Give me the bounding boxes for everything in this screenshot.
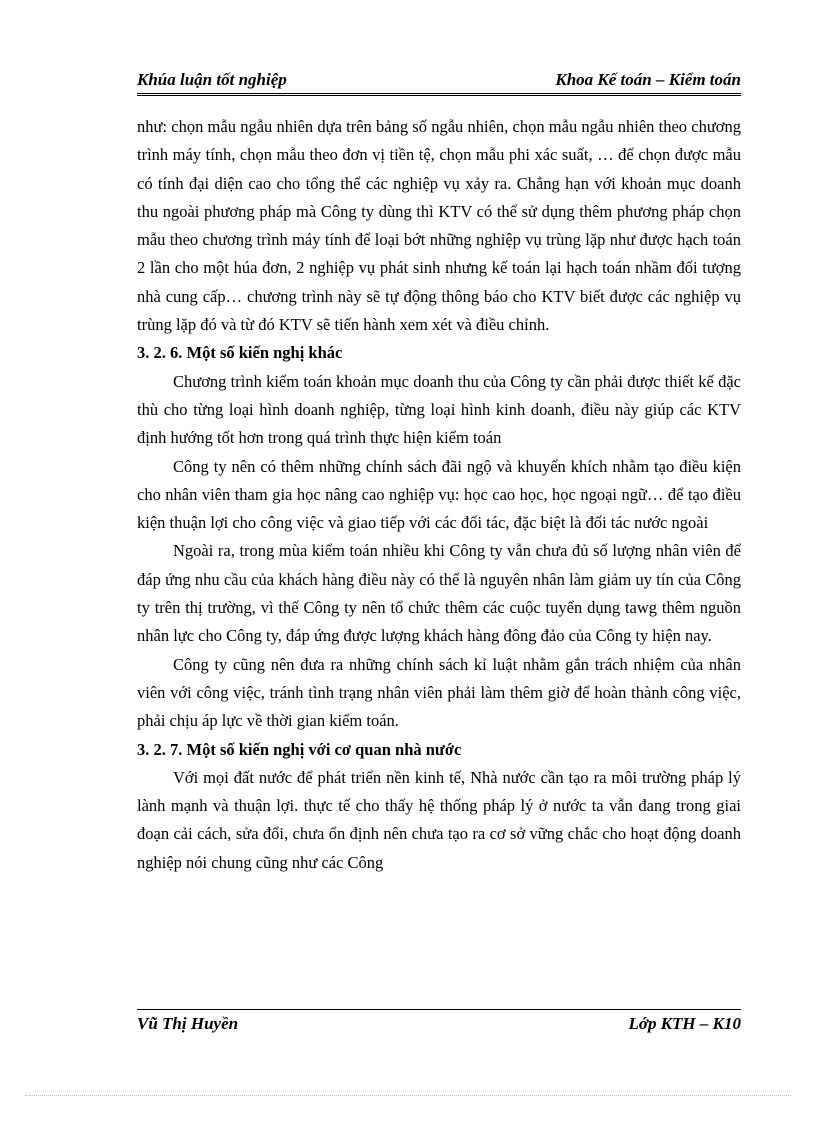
paragraph-2: Chương trình kiểm toán khoản mục doanh thu của Công ty cần phải được thiết kế đặc thù cho từng loại hình doanh nghiệp, từng loại hình kinh doanh, điều này giúp các KTV định hướng tốt hơn trong quá trình thực hiện kiểm toán bbox=[137, 371, 741, 448]
paragraph-3: Công ty nên có thêm những chính sách đãi ngộ và khuyến khích nhằm tạo điều kiện cho nhân viên tham gia học nâng cao nghiệp vụ: học cao học, học ngoại ngữ… để tạo điều kiện thuận lợi cho công việc và giao tiếp với các đối tác, đặc biệt là đối tác nước ngoài bbox=[137, 456, 741, 533]
header-rule bbox=[137, 95, 741, 96]
paragraph-5: Công ty cũng nên đưa ra những chính sách kỉ luật nhằm gắn trách nhiệm của nhân viên với công việc, tránh tình trạng nhân viên phải làm thêm giờ để hoàn thành công việc, phải chịu áp lực về thời gian kiểm toán. bbox=[137, 654, 741, 731]
header-right-title: Khoa Kế toán – Kiểm toán bbox=[555, 70, 741, 89]
paragraph-1: như: chọn mẫu ngẫu nhiên dựa trên bảng số ngẫu nhiên, chọn mẫu ngẫu nhiên theo chương trình máy tính, chọn mẫu theo đơn vị tiền tệ, chọn mẫu phi xác suất, … để chọn được mẫu có tính đại diện cao cho tổng thể các nghiệp vụ xảy ra. Chẳng hạn với khoản mục doanh thu ngoài phương pháp mà Công ty dùng thì KTV có thể sử dụng thêm phương pháp chọn mẫu theo chương trình máy tính để loại bớt những nghiệp vụ trùng lặp như được hạch toán 2 lần cho một húa đơn, 2 nghiệp vụ phát sinh nhưng kế toán lại hạch toán nhầm đối tượng nhà cung cấp… chương trình này sẽ tự động thông báo cho KTV biết được các nghiệp vụ trùng lặp đó và từ đó KTV sẽ tiến hành xem xét và điều chỉnh. bbox=[137, 117, 741, 335]
page-header bbox=[137, 69, 741, 94]
paragraph-4: Ngoài ra, trong mùa kiểm toán nhiều khi Công ty vẫn chưa đủ số lượng nhân viên để đáp ứng nhu cầu của khách hàng điều này có thể là nguyên nhân làm giảm uy tín của Công ty trên thị trường, vì thế Công ty nên tổ chức thêm các cuộc tuyển dụng tawg thêm nguồn nhân lực cho Công ty, đáp ứng được lượng khách hàng đông đảo của Công ty hiện nay. bbox=[137, 541, 741, 646]
header-left-title: Khúa luận tốt nghiệp bbox=[137, 70, 287, 89]
page-bottom-divider bbox=[25, 1095, 791, 1096]
footer-class: Lớp KTH – K10 bbox=[628, 1014, 741, 1033]
section-heading-3-2-6: 3. 2. 6. Một số kiến nghị khác bbox=[137, 343, 343, 363]
page-body bbox=[137, 113, 741, 877]
paragraph-6: Với mọi đất nước để phát triển nền kinh tế, Nhà nước cần tạo ra môi trường pháp lý lành mạnh và thuận lợi. thực tế cho thấy hệ thống pháp lý ở nước ta vẫn đang trong giai đoạn cải cách, sửa đổi, chưa ổn định nên chưa tạo ra cơ sở vững chắc cho hoạt động doanh nghiệp nói chung cũng như các Công bbox=[137, 767, 741, 872]
footer-author: Vũ Thị Huyền bbox=[137, 1014, 239, 1033]
section-heading-3-2-7: 3. 2. 7. Một số kiến nghị với cơ quan nhà nước bbox=[137, 739, 462, 759]
page-footer bbox=[137, 1009, 741, 1038]
